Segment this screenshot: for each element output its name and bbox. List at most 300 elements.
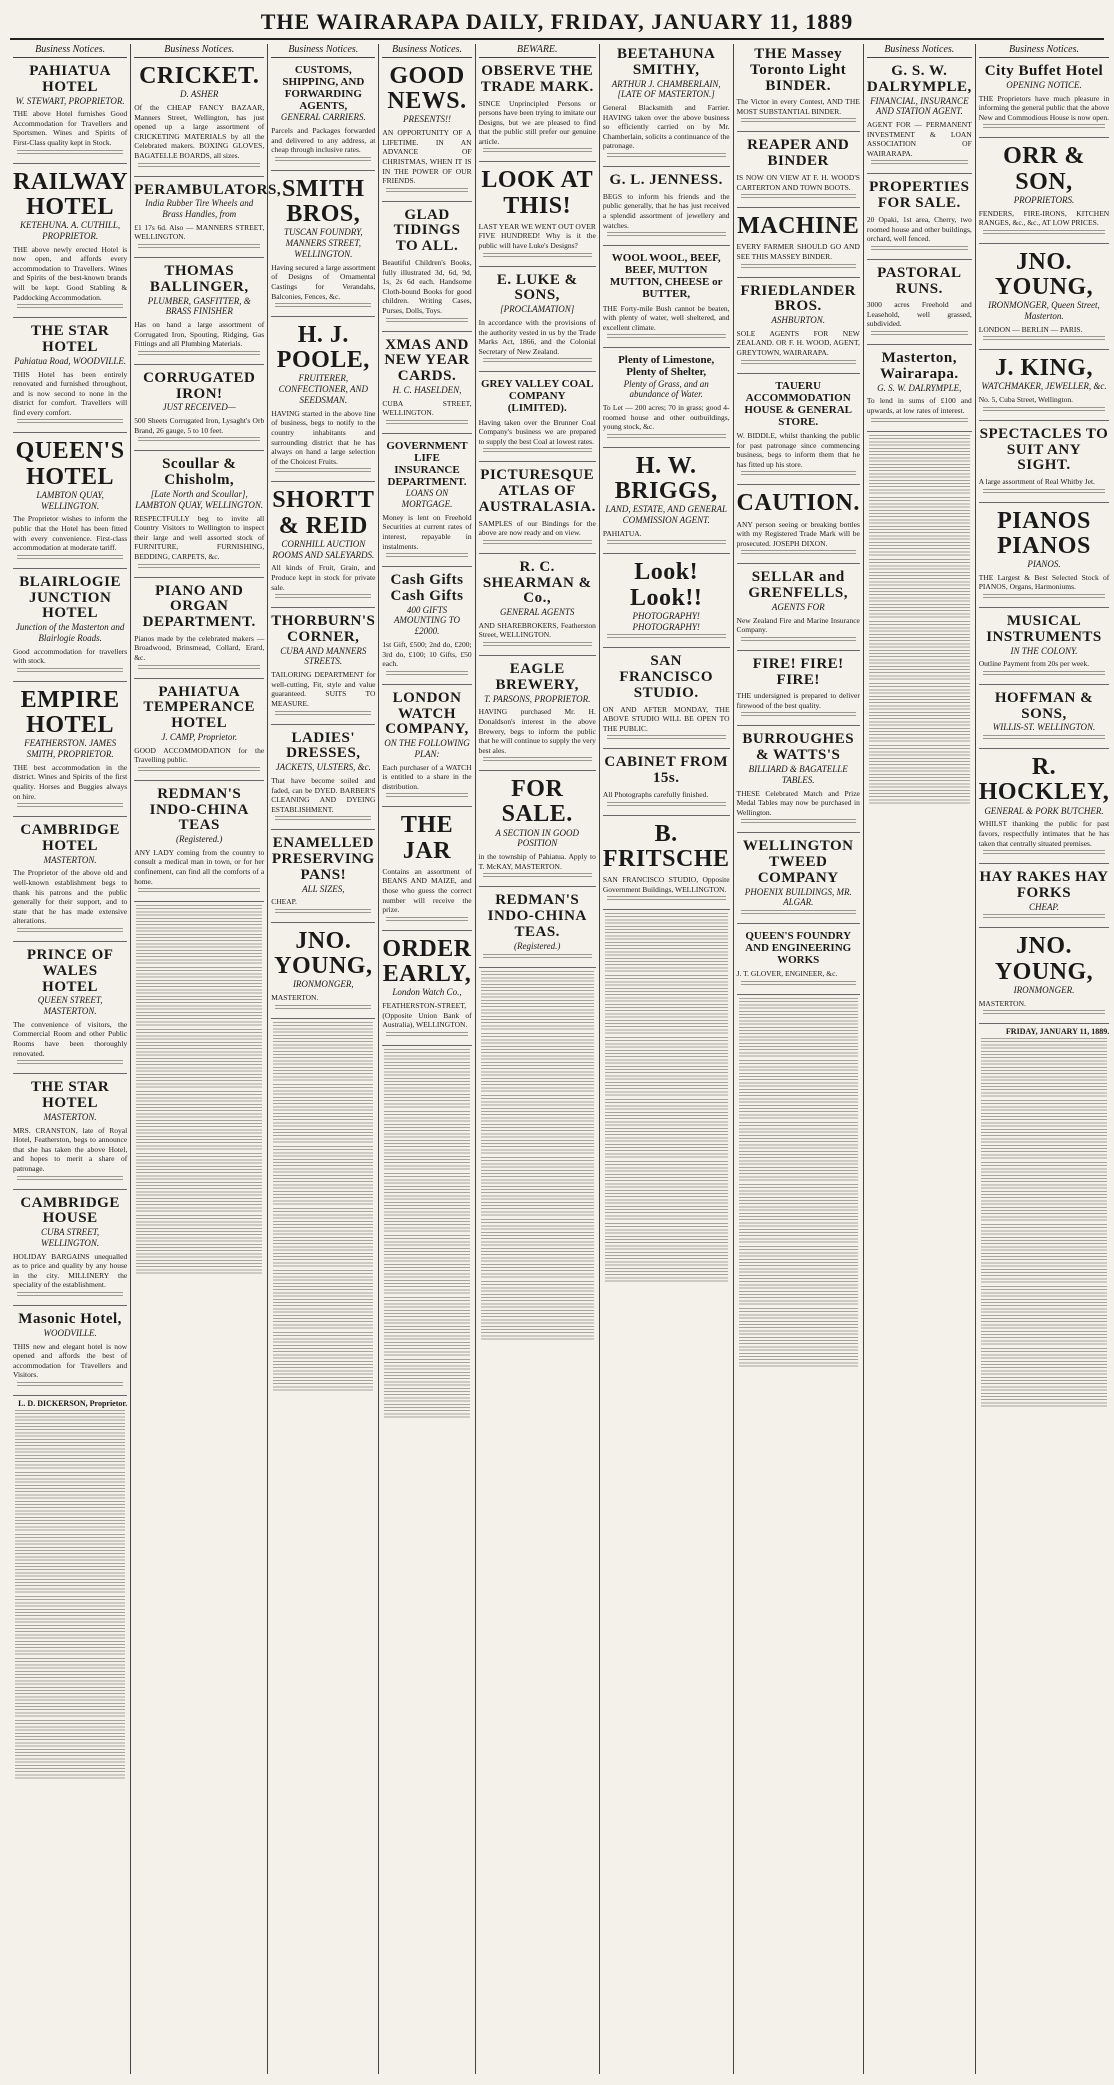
ad-body-text: THE Proprietors have much pleasure in informing the general public that the above New and Commodious House is now open. [978,93,1110,122]
ad-subheading: H. C. HASELDEN, [392,384,462,395]
print-texture [273,1084,373,1144]
print-texture [273,1022,373,1082]
ad-body-text: Having taken over the Brunner Coal Company's business we are prepared to supply the best Coal at lowest rates. [478,417,596,446]
print-lines [607,896,726,902]
ad-headline: RAILWAY HOTEL [13,168,129,220]
advertisement [13,820,127,942]
print-texture [273,1332,373,1392]
ad-subheading: LAND, ESTATE, AND GENERAL COMMISSION AGENT. [605,504,727,526]
ad-body-text: LONDON — BERLIN — PARIS. [978,324,1083,334]
print-lines [741,819,856,825]
ad-body-text: 500 Sheets Corrugated Iron, Lysaght's Orb Brand, 26 gauge, 5 to 10 feet. [134,416,265,435]
ad-headline: Plenty of Limestone, Plenty of Shelter, [618,354,715,379]
print-lines [138,767,260,773]
ad-subheading: GENERAL CARRIERS. [280,112,366,123]
print-lines [741,194,856,200]
print-lines [17,304,123,310]
column-6 [600,44,734,2074]
ad-body-text: All Photographs carefully finished. [602,789,709,799]
advertisement [737,377,860,486]
print-lines [275,594,371,600]
ad-body-text: HOLIDAY BARGAINS unequalled as to price and quality by any house in the city. MILLINERY the speciality of the establishment. [13,1251,128,1290]
ad-subheading: A SECTION IN GOOD POSITION [495,827,579,849]
print-texture [869,559,970,619]
ad-body-text: AND SHAREBROKERS, Featherston Street, WELLINGTON. [478,620,596,640]
print-texture [273,1146,373,1206]
ad-headline: SHORTT & REID [272,487,375,539]
ad-subheading: WATCHMAKER, JEWELLER, &c. [981,381,1107,392]
advertisement [13,1077,127,1189]
print-lines [741,264,856,270]
print-texture [869,435,970,495]
ad-subheading: (Registered.) [176,834,223,845]
print-texture [15,1410,125,1470]
ad-subheading: W. STEWART, PROPRIETOR. [15,95,125,106]
ad-subheading: IRONMONGER, Queen Street, Masterton. [988,300,1100,321]
print-texture [273,1208,373,1268]
print-lines [483,358,592,364]
advertisement [134,784,264,902]
print-lines [275,1005,371,1011]
advertisement [382,570,471,685]
advertisement [479,774,596,887]
ad-subheading: Plenty of Grass, and an abundance of Water. [623,378,709,400]
ad-headline: WOOL WOOL, BEEF, BEEF, MUTTON MUTTON, CHEESE or BUTTER, [609,252,723,301]
print-lines [17,555,123,561]
ad-body-text: 1st Gift, £500; 2nd do, £200; 3rd do, £100; 10 Gifts, £50 each. [382,640,472,669]
advertisement [737,927,860,995]
advertisement [737,135,860,208]
ad-subheading: CUBA STREET, WELLINGTON. [41,1227,100,1248]
ad-headline: REDMAN'S INDO-CHINA TEAS. [487,892,587,940]
ad-body-text: AN OPPORTUNITY OF A LIFETIME. IN AN ADVANCE OF CHRISTMAS, WHEN IT IS IN THE POWER OF OUR FRIENDS. [382,128,472,186]
ad-headline: B. FRITSCHE [602,820,730,872]
print-lines [17,1292,123,1298]
column-heading: Business Notices. [979,44,1109,58]
ad-body-text: The Victor in every Contest, AND THE MOST SUBSTANTIAL BINDER. [736,97,860,116]
column-1 [10,44,131,2074]
advertisement [134,581,264,679]
advertisement [271,926,375,1019]
advertisement [134,682,264,781]
advertisement [737,836,860,924]
ad-body-text: SAMPLES of our Bindings for the above are now ready and on view. [478,518,596,538]
ad-body-text: J. T. GLOVER, ENGINEER, &c. [736,969,838,979]
ad-subheading: FRUITERER, CONFECTIONER, AND SEEDSMAN. [278,373,368,406]
ad-subheading: IN THE COLONY. [1010,645,1078,656]
print-texture [15,1658,125,1718]
ad-headline: ORDER EARLY, [382,935,472,987]
ad-subheading: [PROCLAMATION] [500,304,575,315]
ad-body-text: Contains an assortment of BEANS AND MAIZE, and those who guess the correct number will receive the prize. [382,866,472,915]
print-texture [605,1099,728,1159]
ad-body-text: HAVING purchased Mr. H. Donaldson's interest in the above Brewery, begs to inform the public that he will continue to supply the very best ales. [478,707,596,755]
ad-headline: MUSICAL INSTRUMENTS [986,613,1102,645]
advertisement [134,180,282,259]
advertisement [737,211,860,277]
column-heading: BEWARE. [479,44,596,58]
print-lines [138,665,260,671]
ad-subheading: GENERAL AGENTS [499,607,575,618]
ad-body-text: £1 17s 6d. Also — MANNERS STREET, WELLINGTON. [134,222,265,242]
advertisement [13,1309,127,1396]
print-texture [481,971,594,1031]
ad-headline: REDMAN'S INDO-CHINA TEAS [149,785,249,834]
print-lines [275,468,371,474]
ad-subheading: T. PARSONS, PROPRIETOR. [484,693,591,704]
print-lines [741,981,856,987]
print-lines [983,407,1105,413]
ad-body-text: The Proprietor wishes to inform the public that the Hotel has been fitted with every convenience. First-class accommodation at moderate tariff. [13,514,128,553]
print-lines [983,594,1105,600]
ad-headline: JNO. YOUNG, [274,927,373,980]
ad-body-text: Good accommodation for travellers with stock. [13,646,128,666]
print-lines [386,1032,467,1038]
ad-subheading: FINANCIAL, INSURANCE AND STATION AGENT. [870,95,969,117]
ad-headline: HOFFMAN & SONS, [994,689,1094,722]
ad-headline: R. C. SHEARMAN & Co., [482,558,592,607]
print-lines [17,1060,123,1066]
ad-subheading: WILLIS-ST. WELLINGTON. [992,722,1096,733]
ad-body-text: IS NOW ON VIEW AT F. H. WOOD'S CARTERTON AND TOWN BOOTS. [736,172,860,192]
print-texture [605,1161,728,1221]
print-texture [136,967,262,1027]
ad-body-text: RESPECTFULLY beg to invite all Country Visitors to Wellington to inspect their large and well assorted stock of FURNITURE, FURNISHING, BEDDING, CARPETS, &c. [134,513,265,561]
ad-subheading: PHOTOGRAPHY! PHOTOGRAPHY! [632,610,700,632]
ad-headline: BEETAHUNA SMITHY, [616,46,716,78]
ad-headline: SMITH BROS, [282,175,365,228]
ad-subheading: ALL SIZES, [302,883,345,894]
ad-subheading: PROPRIETORS. [1013,194,1075,205]
ad-body-text: Parcels and Packages forwarded and delivered to any address, at cheap through inclusive rates. [271,126,376,155]
ad-subheading: WOODVILLE. [43,1327,97,1338]
advertisement [979,867,1109,928]
column-8 [864,44,976,2074]
ad-headline: PAHIATUA TEMPERANCE HOTEL [143,683,256,732]
masthead-title: THE WAIRARAPA DAILY, FRIDAY, JANUARY 11, 1889 [260,9,854,34]
ad-headline: H. W. BRIGGS, [614,452,718,505]
print-lines [983,735,1105,741]
ad-headline: Cash Gifts Cash Gifts [390,572,464,604]
ad-headline: LADIES' DRESSES, [286,729,361,762]
print-lines [275,816,371,822]
ad-body-text: THESE Celebrated Match and Prize Medal Tables may now be purchased in Wellington. [736,788,860,817]
ad-headline: GOVERNMENT LIFE INSURANCE DEPARTMENT. [386,439,468,489]
print-texture [384,1049,469,1109]
print-texture [481,1219,594,1279]
advertisement [603,557,730,648]
ad-subheading: PIANOS. [1027,559,1061,570]
ad-headline: REAPER AND BINDER [747,137,850,170]
print-lines [983,336,1105,342]
print-lines [483,873,592,879]
columns-container [10,44,1110,2074]
print-lines [483,253,592,259]
advertisement [603,819,730,911]
ad-subheading: CUBA AND MANNERS STREETS. [280,645,367,667]
advertisement [479,375,596,462]
ad-headline: JNO. YOUNG, [994,933,1094,985]
advertisement [271,61,375,171]
ad-body-text: CHEAP. [271,897,297,907]
print-lines [17,419,123,425]
print-lines [983,489,1105,495]
print-lines [871,331,968,337]
print-lines [386,188,467,194]
print-lines [741,471,856,477]
ad-headline: QUEEN'S HOTEL [15,438,125,490]
ad-subheading: Pahiatua Road, WOODVILLE. [14,355,127,366]
ad-subheading: (Registered.) [514,940,561,951]
advertisement [479,465,596,553]
advertisement [134,454,264,577]
ad-headline: WELLINGTON TWEED COMPANY [742,838,854,886]
ad-headline: GREY VALLEY COAL COMPANY (LIMITED). [480,378,594,415]
advertisement [737,44,860,132]
column-heading: Business Notices. [13,44,127,58]
print-lines [983,230,1105,236]
ad-headline: PROPERTIES FOR SALE. [869,179,970,212]
advertisement [13,61,127,164]
ad-subheading: AGENTS FOR [771,601,825,612]
ad-headline: SAN FRANCISCO STUDIO. [619,653,714,701]
ad-body-text: ANY LADY coming from the country to consult a medical man in town, or for her confinement, can find all the comforts of a home. [134,847,265,886]
print-texture [869,745,970,805]
ad-body-text: Of the CHEAP FANCY BAZAAR, Manners Street, Wellington, has just opened up a large assortment of CRICKETING MATERIALS by all the Celebrated makers. BOXING GLOVES, BAGATELLE BOARDS, all sizes. [134,102,265,160]
ad-headline: PIANO AND ORGAN DEPARTMENT. [142,582,256,630]
ad-headline: PIANOS PIANOS [997,507,1091,559]
column-7 [734,44,864,2074]
advertisement [979,247,1109,351]
ad-body-text: THE undersigned is prepared to deliver firewood of the best quality. [736,691,860,710]
advertisement [13,321,127,433]
print-texture [136,1091,262,1151]
ad-body-text: Having secured a large assortment of Designs of Ornamental Castings for Verandahs, Balconies, Fences, &c. [271,262,376,301]
print-lines [483,448,592,454]
print-lines [483,757,592,763]
print-texture [15,1720,125,1780]
ad-subheading: ON THE FOLLOWING PLAN: [384,738,470,759]
ad-body-text: THE above newly erected Hotel is now open, and affords every accommodation to Travellers. Wines and Spirits of the best-known brands will be kept. Good Stabling & Paddocking Accommodation. [13,244,128,302]
ad-body-text: in the township of Pahiatua. Apply to T. McKAY, MASTERTON. [478,852,596,871]
advertisement [382,934,471,1046]
advertisement [737,729,860,833]
print-texture [481,1281,594,1341]
ad-subheading: TUSCAN FOUNDRY, MANNERS STREET, WELLINGTON. [284,227,363,259]
ad-body-text: MASTERTON. [271,993,319,1003]
ad-headline: H. J. POOLE, [276,322,370,374]
ad-body-text: All kinds of Fruit, Grain, and Produce kept in stock for private sale. [271,563,376,592]
advertisement [134,61,264,177]
print-lines [983,671,1105,677]
ad-body-text: The Proprietor of the above old and well-known establishment begs to thank his patrons and the public generally for their support, and to state that he has made extensive alterations. [13,868,128,926]
ad-subheading: PLUMBER, GASFITTER, & BRASS FINISHER [147,295,251,317]
print-lines [483,642,592,648]
print-texture [869,621,970,681]
ad-headline: QUEEN'S FOUNDRY AND ENGINEERING WORKS [745,930,852,967]
advertisement [479,165,596,266]
ad-body-text: 20 Opaki, 1st area, Cherry, two roomed house and other buildings, orchard, well fenced. [866,214,972,244]
print-lines [386,917,467,923]
ad-subheading: OPENING NOTICE. [1006,79,1082,90]
ad-body-text: SAN FRANCISCO STUDIO, Opposite Government Buildings, WELLINGTON. [602,874,730,894]
ad-headline: ORR & SON, [1003,143,1085,195]
advertisement [603,44,730,167]
print-lines [138,163,260,169]
advertisement [382,205,471,332]
print-texture [15,1596,125,1656]
ad-headline: TAUERU ACCOMMODATION HOUSE & GENERAL STORE. [744,379,852,428]
ad-headline: PRINCE OF WALES HOTEL [26,947,114,995]
advertisement [979,424,1109,503]
ad-body-text: FEATHERSTON-STREET, (Opposite Union Bank of Australia), WELLINGTON. [382,1000,472,1030]
print-texture [384,1111,469,1171]
ad-body-text: THIS new and elegant hotel is now opened and affords the best of accommodation for Travellers and Visitors. [13,1341,128,1380]
ad-body-text: The convenience of visitors, the Commercial Room and other Public Rooms have been thoroughly renovated. [13,1019,128,1058]
advertisement [13,1193,127,1306]
ad-headline: CAUTION. [736,490,860,517]
ad-body-text: ANY person seeing or breaking bottles with my Registered Trade Mark will be prosecuted. JOSEPH DIXON. [736,519,860,548]
print-lines [17,1382,123,1388]
ad-headline: THE JAR [400,812,454,864]
ad-subheading: CORNHILL AUCTION ROOMS AND SALEYARDS. [272,538,375,560]
advertisement [979,61,1109,138]
ad-headline: E. LUKE & SONS, [496,271,578,304]
ad-signature: L. D. DICKERSON, Proprietor. [18,1398,128,1408]
print-texture [869,497,970,557]
print-lines [871,246,968,252]
print-lines [17,803,123,809]
ad-subheading: ARTHUR J. CHAMBERLAIN, [LATE OF MASTERTON.] [611,78,721,100]
print-texture [739,1308,858,1368]
ad-body-text: Each purchaser of a WATCH is entitled to a share in the distribution. [382,762,472,791]
print-lines [138,564,260,570]
print-lines [483,148,592,154]
ad-headline: EAGLE BREWERY, [495,661,579,693]
advertisement [603,651,730,749]
print-lines [741,637,856,643]
ad-body-text: To Let — 200 acres; 70 in grass; good 4-roomed house and other outbuildings, young stock, &c. [602,403,730,432]
ad-body-text: FENDERS, FIRE-IRONS, KITCHEN RANGES, &c., &c., AT LOW PRICES. [978,208,1110,228]
print-lines [983,914,1105,920]
print-lines [386,553,467,559]
print-lines [741,910,856,916]
print-texture [384,1359,469,1419]
ad-subheading: LOANS ON MORTGAGE. [401,488,453,509]
column-heading: Business Notices. [271,44,375,58]
print-texture [481,1095,594,1155]
print-texture [739,1060,858,1120]
ad-headline: SELLAR and GRENFELLS, [748,569,848,602]
print-lines [386,318,467,324]
ad-body-text: New Zealand Fire and Marine Insurance Company. [736,615,860,635]
print-lines [138,437,260,443]
advertisement [382,61,471,202]
ad-body-text: To lend in sums of £100 and upwards, at low rates of interest. [866,396,972,415]
advertisement [13,167,127,319]
ad-body-text: LAST YEAR WE WENT OUT OVER FIVE HUNDRED! Why is it the public will have Luke's Designs? [478,221,596,251]
ad-body-text: THE above Hotel furnishes Good Accommodation for Travellers and Sportsmen. Wines and Spirits of First-Class quality kept in Stock. [13,109,128,148]
advertisement [867,263,972,345]
print-lines [275,711,371,717]
ad-subheading: London Watch Co., [392,987,462,998]
print-lines [741,118,856,124]
ad-body-text: THE Largest & Best Selected Stock of PIANOS, Organs, Harmoniums. [978,572,1110,592]
ad-subheading: PRESENTS!! [402,114,451,125]
print-lines [607,334,726,340]
column-3 [268,44,379,2074]
advertisement [479,61,596,162]
print-lines [17,668,123,674]
print-lines [983,124,1105,130]
ad-headline: LONDON WATCH COMPANY, [385,689,469,738]
advertisement [479,557,596,656]
print-lines [741,360,856,366]
ad-headline: PICTURESQUE ATLAS OF AUSTRALASIA. [478,467,596,515]
ad-headline: XMAS AND NEW YEAR CARDS. [384,336,470,385]
print-texture [981,1162,1107,1222]
ad-subheading: India Rubber Tire Wheels and Brass Handles, from [145,198,254,220]
print-lines [607,540,726,546]
ad-headline: CAMBRIDGE HOTEL [20,822,120,854]
advertisement [134,368,264,451]
print-lines [17,150,123,156]
ad-subheading: FEATHERSTON. JAMES SMITH, PROPRIETOR. [24,738,117,760]
ad-headline: CABINET FROM 15s. [604,754,729,787]
advertisement [603,752,730,815]
print-texture [981,1100,1107,1160]
ad-body-text: CUBA STREET, WELLINGTON. [382,398,472,418]
ad-subheading: ASHBURTON. [771,315,825,325]
print-texture [739,1122,858,1182]
ad-subheading: CHEAP. [1028,901,1060,912]
ad-body-text: No. 5, Cuba Street, Wellington. [978,395,1073,405]
ad-headline: G. S. W. DALRYMPLE, [866,63,972,95]
ad-subheading: IRONMONGER. [1013,984,1075,995]
ad-headline: Scoullar & Chisholm, [162,456,237,489]
ad-subheading: JACKETS, ULSTERS, &c. [275,762,371,773]
ad-subheading: D. ASHER [180,89,219,100]
advertisement [382,688,471,808]
print-texture [605,913,728,973]
print-texture [136,1215,262,1275]
advertisement [603,249,730,348]
column-2 [131,44,282,2074]
print-lines [386,420,467,426]
advertisement [382,810,471,930]
advertisement [479,890,596,967]
ad-headline: OBSERVE THE TRADE MARK. [480,63,594,95]
ad-headline: BLAIRLOGIE JUNCTION HOTEL [19,573,121,622]
advertisement [979,353,1109,421]
ad-headline: EMPIRE HOTEL [20,686,120,739]
ad-body-text: AGENT FOR — PERMANENT INVESTMENT & LOAN ASSOCIATION OF WAIRARAPA. [866,120,972,158]
column-heading: Business Notices. [134,44,264,58]
ad-headline: PAHIATUA HOTEL [29,63,111,95]
advertisement [867,61,972,174]
advertisement [979,931,1109,1024]
column-9 [976,44,1112,2074]
advertisement [271,485,375,608]
ad-headline: J. KING, [994,355,1093,382]
advertisement [867,177,972,259]
advertisement [737,654,860,727]
ad-body-text: Outline Payment from 20s per week. [978,659,1090,669]
masthead-rule [10,38,1104,40]
ad-headline: FRIEDLANDER BROS. [740,282,856,315]
ad-subheading: GENERAL & PORK BUTCHER. [984,805,1104,816]
print-texture [739,998,858,1058]
